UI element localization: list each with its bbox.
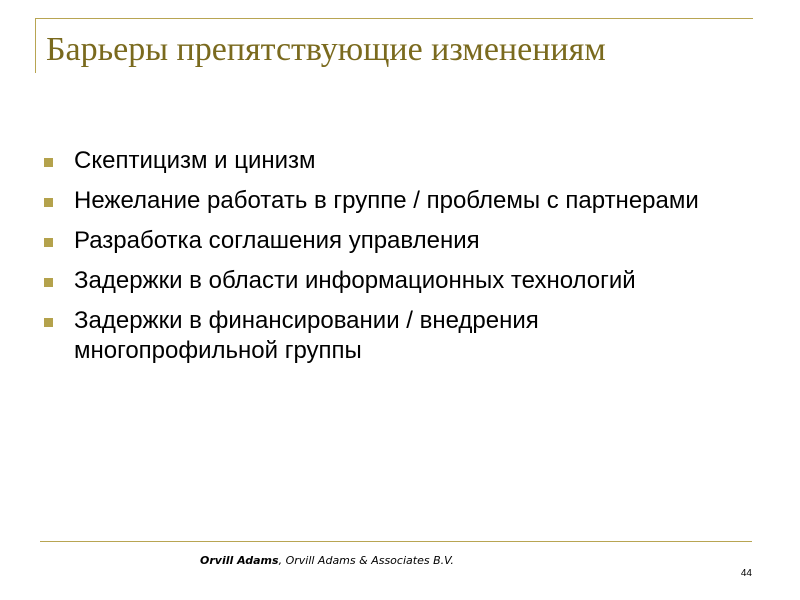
bullet-text: Задержки в финансировании / внедрения многопрофильной группы — [74, 307, 539, 364]
bullet-item — [44, 306, 744, 366]
slide-number: 44 — [740, 568, 752, 579]
bullet-item — [44, 266, 744, 296]
bullet-text: Нежелание работать в группе / проблемы с партнерами — [74, 187, 699, 214]
footer-credit — [200, 554, 454, 567]
slide-title: Барьеры препятствующие изменениям — [46, 31, 606, 68]
footer-author-name: Orvill Adams — [200, 554, 279, 567]
bullet-text: Разработка соглашения управления — [74, 227, 480, 254]
footer-separator: , — [278, 554, 286, 567]
bullet-item — [44, 146, 744, 176]
bullet-list — [44, 146, 744, 376]
bullet-text: Скептицизм и цинизм — [74, 147, 316, 174]
square-bullet-icon — [44, 158, 53, 167]
bullet-text: Задержки в области информационных технологий — [74, 267, 636, 294]
square-bullet-icon — [44, 198, 53, 207]
footer-company: Orvill Adams & Associates B.V. — [285, 554, 454, 567]
square-bullet-icon — [44, 238, 53, 247]
square-bullet-icon — [44, 278, 53, 287]
left-divider — [35, 18, 36, 73]
bullet-item — [44, 186, 744, 216]
top-divider — [35, 18, 753, 19]
square-bullet-icon — [44, 318, 53, 327]
bullet-item — [44, 226, 744, 256]
bottom-divider — [40, 541, 752, 542]
